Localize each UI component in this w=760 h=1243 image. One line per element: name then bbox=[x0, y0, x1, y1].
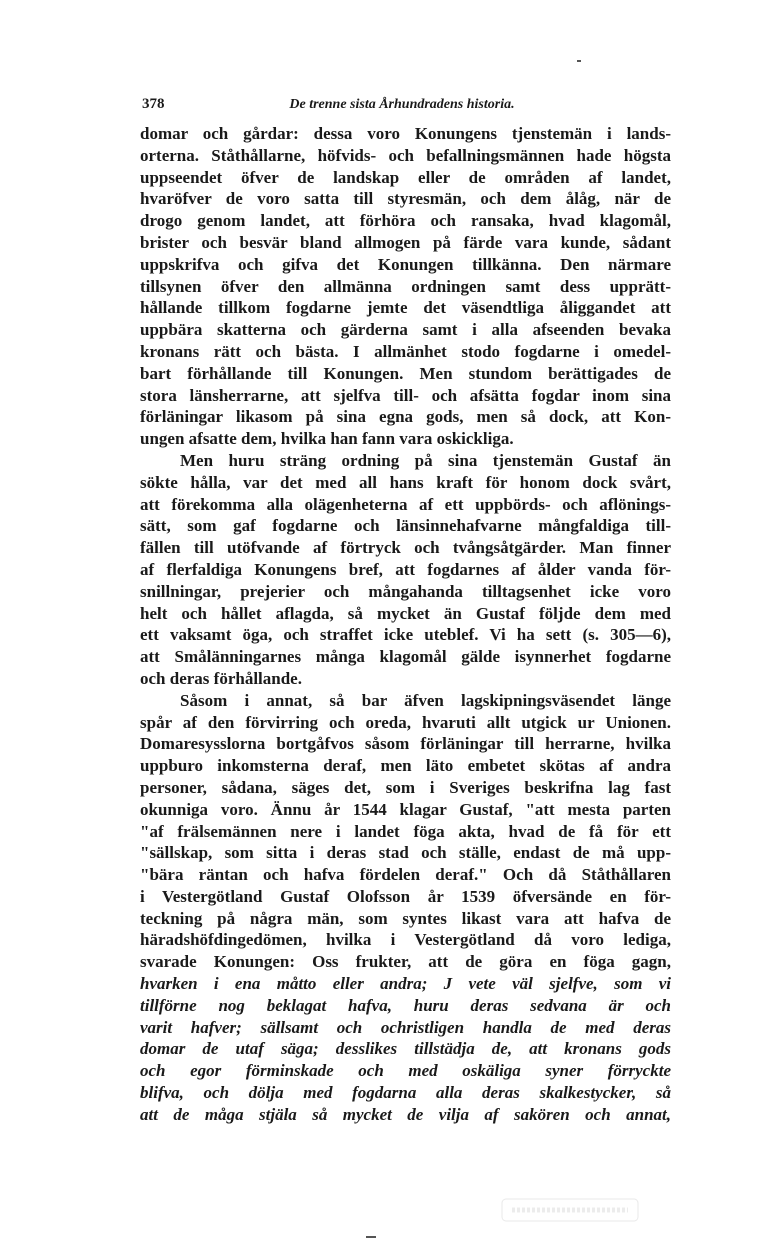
text-line: sätt, som gaf fogdarne och länsinnehafvarne mångfaldiga till- bbox=[140, 516, 671, 536]
text-line: varit hafver; sällsamt och ochristligen handla de med deras bbox=[140, 1017, 671, 1037]
text-line: af flerfaldiga Konungens bref, att fogdarnes af ålder vanda för- bbox=[140, 559, 671, 579]
text-line: tillförne nog beklagat hafva, huru deras sedvana är och bbox=[140, 995, 671, 1015]
text-line: domar de utaf säga; desslikes tillstädja de, att kronans gods bbox=[140, 1039, 671, 1059]
text-line: domar och gårdar: dessa voro Konungens tjenstemän i lands- bbox=[140, 124, 671, 143]
body-text bbox=[140, 123, 671, 1126]
text-line: orterna. Ståthållarne, höfvids- och befallningsmännen hade högsta bbox=[140, 145, 671, 165]
text-line: teckning på några män, som syntes likast vara att hafva de bbox=[140, 908, 671, 928]
text-line: att förekomma alla olägenheterna af ett uppbörds- och aflönings- bbox=[140, 494, 671, 514]
text-line: uppskrifva och gifva det Konungen tillkänna. Den närmare bbox=[140, 254, 671, 274]
print-mark bbox=[577, 60, 581, 62]
text-line: snillningar, prejerier och mångahanda tilltagsenhet icke voro bbox=[140, 581, 671, 601]
text-line: ungen afsatte dem, hvilka han fann vara oskickliga. bbox=[140, 429, 514, 449]
text-line: bart förhållande till Konungen. Men stundom berättigades de bbox=[140, 363, 671, 383]
text-line: Men huru sträng ordning på sina tjenstemän Gustaf än bbox=[180, 450, 671, 470]
text-line: uppbära skatterna och gärderna samt i alla afseenden bevaka bbox=[140, 320, 671, 340]
text-line: personer, sådana, säges det, som i Sveriges beskrifna lag fast bbox=[140, 777, 671, 797]
text-line: att Smålänningarnes många klagomål gälde isynnerhet fogdarne bbox=[140, 647, 671, 667]
text-line: och egor förminskade och med oskäliga syner förryckte bbox=[140, 1061, 671, 1081]
text-line: förläningar likasom på sina egna gods, men så dock, att Kon- bbox=[140, 407, 671, 427]
footer-mark bbox=[366, 1236, 376, 1238]
text-line: i Vestergötland Gustaf Olofsson år 1539 öfversände en för- bbox=[140, 886, 671, 906]
text-line: och deras förhållande. bbox=[140, 668, 302, 688]
text-line: tillsynen öfver den allmänna ordningen samt dess upprätt- bbox=[140, 276, 671, 296]
text-line: Domaresysslorna bortgåfvos såsom förläningar till herrarne, hvilka bbox=[140, 734, 671, 754]
text-line: hvaröfver de voro satta till styresmän, och dem ålåg, när de bbox=[140, 189, 671, 209]
text-line: stora länsherrarne, att sjelfva till- och afsätta fogdar inom sina bbox=[140, 385, 671, 405]
text-line: hållande tillkom fogdarne jemte det väsendtliga åliggandet att bbox=[140, 298, 671, 318]
running-title: De trenne sista Århundradens historia. bbox=[289, 97, 515, 112]
text-line: svarade Konungen: Oss frukter, att de göra en föga gagn, bbox=[140, 952, 671, 972]
text-line: häradshöfdingedömen, hvilka i Vestergötland då voro lediga, bbox=[140, 930, 671, 950]
text-line: spår af den förvirring och oreda, hvaruti allt utgick ur Unionen. bbox=[140, 712, 671, 732]
page-header bbox=[142, 96, 662, 118]
text-line: att de måga stjäla så mycket de vilja af sakören och annat, bbox=[140, 1104, 671, 1124]
text-line: "bära räntan och hafva fördelen deraf." Och då Ståthållaren bbox=[140, 865, 671, 885]
text-line: uppburo inkomsterna deraf, men läto embetet skötas af andra bbox=[140, 756, 671, 776]
text-line: Såsom i annat, så bar äfven lagskipningsväsendet länge bbox=[180, 690, 671, 710]
text-line: kronans rätt och bästa. I allmänhet stodo fogdarne i omedel- bbox=[140, 341, 671, 361]
text-line: helt och hållet aflagda, så mycket än Gustaf följde dem med bbox=[140, 603, 671, 623]
text-line: "sällskap, som sitta i deras stad och ställe, endast de må upp- bbox=[140, 843, 671, 863]
text-line: hvarken i ena måtto eller andra; J vete väl sjelfve, som vi bbox=[140, 974, 671, 994]
text-line: okunniga voro. Ännu år 1544 klagar Gustaf, "att mesta parten bbox=[140, 799, 671, 819]
page-number: 378 bbox=[142, 96, 165, 112]
text-line: "af frälsemännen nere i landet föga akta, hvad de få för ett bbox=[140, 821, 671, 841]
text-line: brister och besvär bland allmogen på färde vara kunde, sådant bbox=[140, 232, 671, 252]
text-line: blifva, och dölja med fogdarna alla deras skalkestycker, så bbox=[140, 1083, 671, 1103]
text-line: ett vaksamt öga, och straffet icke uteblef. Vi ha sett (s. 305—6), bbox=[140, 625, 671, 645]
text-line: fällen till utöfvande af förtryck och tvångsåtgärder. Man finner bbox=[140, 538, 671, 558]
text-line: uppseendet öfver de landskap eller de områden af landet, bbox=[140, 167, 671, 187]
text-line: drogo genom landet, att förhöra och ransaka, hvad klagomål, bbox=[140, 211, 671, 231]
text-line: sökte hålla, var det med all hans kraft för honom dock svårt, bbox=[140, 472, 671, 492]
faded-library-stamp bbox=[500, 1195, 640, 1225]
